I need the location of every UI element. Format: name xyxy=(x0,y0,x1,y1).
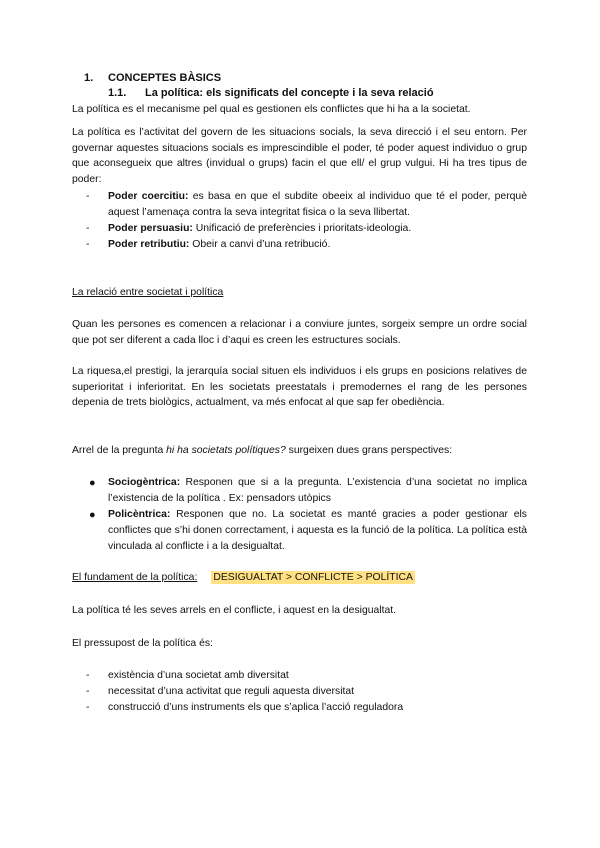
list-item: ● Policèntrica: Responen que no. La societat es manté gracies a poder gestionar els conflictes que s’hi donen correctament, i aquesta es la funció de la política. La política està vinculada al conflicte i a la desigualtat. xyxy=(89,509,527,552)
list-item-term: Sociogèntrica: xyxy=(108,477,181,488)
section-number: 1. xyxy=(84,72,94,84)
power-types-list xyxy=(86,189,527,253)
foundation-line xyxy=(72,570,527,586)
list-item-desc: Responen que si a la pregunta. L’existencia d’una societat no implica l’existencia de la política . Ex: pensadors utòpics xyxy=(108,477,527,504)
question-emphasis: hi ha societats polítiques? xyxy=(166,445,286,456)
paragraph-presupposition: El pressupost de la política és: xyxy=(72,638,213,649)
list-item-text: necessitat d’una activitat que reguli aquesta diversitat xyxy=(108,686,355,697)
subsection-title: La política: els significats del concepte i la seva relació xyxy=(145,87,434,99)
list-item: - necessitat d’una activitat que reguli aquesta diversitat xyxy=(86,686,355,697)
list-item-text: existència d’una societat amb diversitat xyxy=(108,670,289,681)
list-item-term: Poder persuasiu: xyxy=(108,223,193,234)
section-heading xyxy=(84,72,221,84)
paragraph-government: La política es l’activitat del govern de les situacions socials, la seva direcció i el seu entorn. Per governar aquestes situacions socials es imprescindible el poder, té poder aquest individuo o grup que aconsegueix que altres (invidual o grups) facin el que ell/ el grup vulgui. Hi ha tres tipus de poder: xyxy=(72,127,527,185)
paragraph-perspectives-intro: Arrel de la pregunta hi ha societats polítiques? surgeixen dues grans perspectives: xyxy=(72,445,453,456)
list-item: ● Sociogèntrica: Responen que si a la pregunta. L’existencia d’una societat no implica l’existencia de la política . Ex: pensadors utòpics xyxy=(89,477,527,504)
presuppositions-list xyxy=(86,668,527,716)
perspectives-list xyxy=(86,475,527,555)
subsection-number: 1.1. xyxy=(108,87,127,99)
paragraph-social-order: Quan les persones es comencen a relacionar i a conviure juntes, sorgeix sempre un ordre social que pot ser diferent a cada lloc i d’aqui es creen les estructures socials. xyxy=(72,319,527,346)
list-item: - Poder persuasiu: Unificació de preferències i prioritats-ideologia. xyxy=(86,223,412,234)
paragraph-hierarchy: La riquesa,el prestigi, la jerarquía social situen els individuos i els grups en posicions relatives de superioritat i inferioritat. En les societats preestatals i premodernes el rang de les persones depenia de trets biològics, actualment, va més enfocat al que sap fer obediència. xyxy=(72,366,527,409)
list-item-term: Poder retributiu: xyxy=(108,239,190,250)
list-item: - construcció d’uns instruments els que s’aplica l’acció reguladora xyxy=(86,702,404,713)
list-item-term: Poder coercitiu: xyxy=(108,191,189,202)
paragraph-roots: La política té les seves arrels en el conflicte, i aquest en la desigualtat. xyxy=(72,605,397,616)
subsection-heading xyxy=(108,87,434,99)
list-item-desc: Obeir a canvi d’una retribució. xyxy=(189,239,331,250)
subheading-society-politics: La relació entre societat i política xyxy=(72,287,224,298)
list-item-desc: Unificació de preferències i prioritats-ideologia. xyxy=(192,223,412,234)
list-item-desc: Responen que no. La societat es manté gracies a poder gestionar els conflictes que s’hi donen correctament, i aquesta es la funció de la política. La política està vinculada al conflicte i a la desigualtat. xyxy=(108,509,527,552)
list-item-term: Policèntrica: xyxy=(108,509,171,520)
paragraph-definition: La política es el mecanisme pel qual es gestionen els conflictes que hi ha a la societat. xyxy=(72,104,471,115)
list-item: - Poder coercitiu: es basa en que el subdite obeeix al individuo que té el poder, perquè aquest l’amenaça contra la seva integritat fisica o la seva llibertat. xyxy=(86,191,527,218)
list-item: - Poder retributiu: Obeir a canvi d’una retribució. xyxy=(86,239,331,250)
section-title: CONCEPTES BÀSICS xyxy=(108,72,222,84)
list-item: - existència d’una societat amb diversitat xyxy=(86,670,289,681)
subheading-foundation: El fundament de la política: xyxy=(72,572,198,583)
list-item-desc: es basa en que el subdite obeeix al individuo que té el poder, perquè aquest l’amenaça contra la seva integritat fisica o la seva llibertat. xyxy=(108,191,527,218)
highlighted-sequence: DESIGUALTAT > CONFLICTE > POLÍTICA xyxy=(213,572,413,583)
list-item-text: construcció d’uns instruments els que s’aplica l’acció reguladora xyxy=(108,702,404,713)
